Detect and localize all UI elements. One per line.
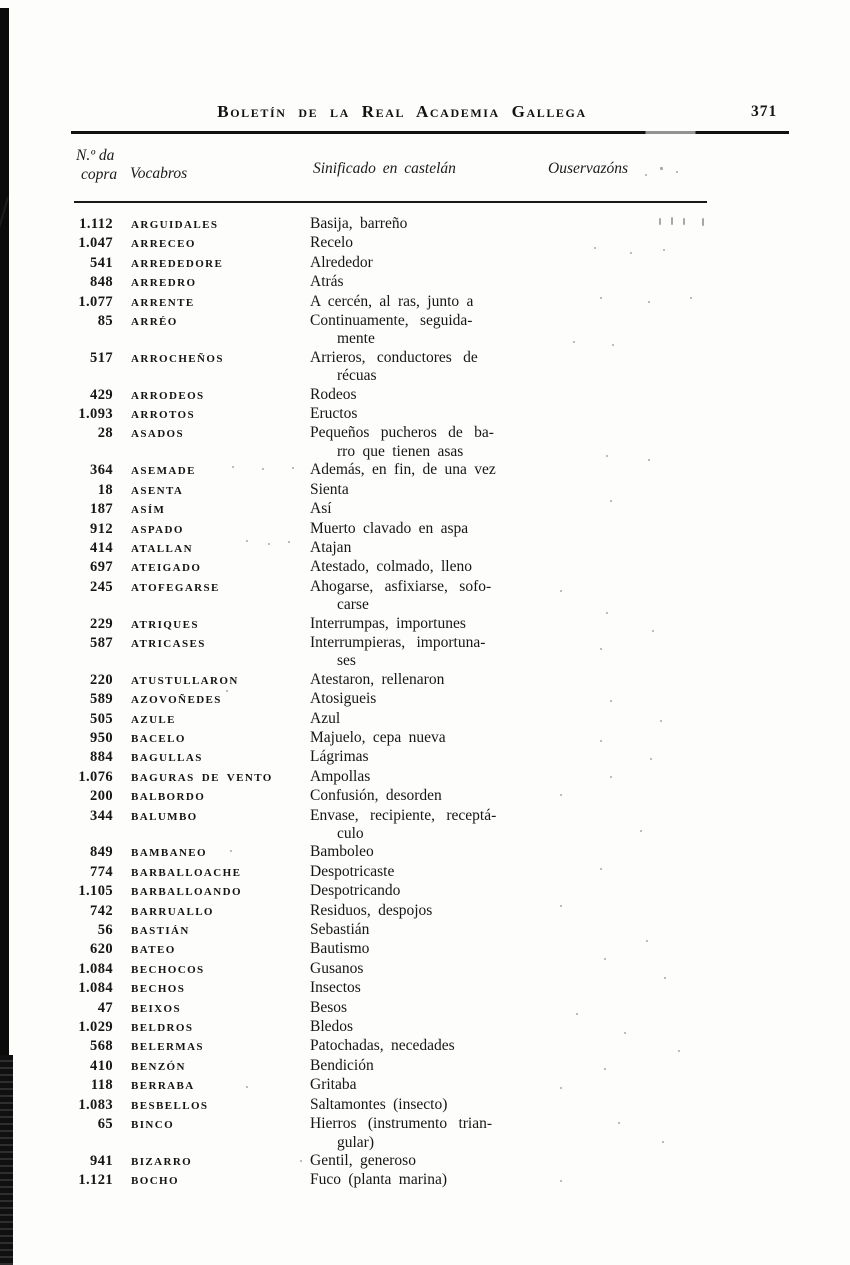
copra-number: 541 (90, 254, 113, 271)
vocab-word: ARROCHEÑOS (131, 352, 224, 365)
meaning-line: Bautismo (310, 940, 370, 958)
table-row (60, 671, 800, 690)
vocab-word: ARRODEOS (131, 389, 205, 402)
table-row (60, 1057, 800, 1076)
copra-number: 774 (90, 863, 113, 880)
meaning-text (310, 1057, 560, 1075)
copra-number: 1.112 (79, 216, 113, 232)
table-row (60, 787, 800, 806)
vocab-word: BECHOS (131, 983, 186, 996)
table-row (60, 520, 800, 539)
vocab-word: BARBALLOACHE (131, 866, 242, 879)
meaning-line: mente (337, 330, 375, 348)
scan-noise-dot (560, 905, 562, 907)
vocab-word: BATEO (131, 944, 176, 957)
meaning-line: Atestado, colmado, lleno (310, 558, 472, 576)
scan-noise-dot (660, 167, 663, 170)
meaning-line: gular) (337, 1133, 375, 1151)
table-row (60, 863, 800, 882)
vocab-word: ASPADO (131, 523, 184, 536)
table-row (60, 481, 800, 500)
copra-number: 950 (90, 729, 113, 746)
meaning-text (310, 293, 560, 311)
copra-number: 1.084 (78, 980, 113, 997)
meaning-text (310, 921, 560, 939)
scan-noise-dot (232, 466, 234, 468)
copra-number: 18 (97, 481, 113, 498)
meaning-line: ses (337, 652, 356, 670)
table-row (60, 1018, 800, 1037)
meaning-text (310, 615, 560, 633)
meaning-line: Arrieros, conductores de (310, 348, 478, 366)
copra-number: 742 (90, 902, 113, 919)
meaning-line: Gentil, generoso (310, 1151, 416, 1169)
meaning-line: Alrededor (310, 253, 373, 271)
meaning-text (310, 882, 560, 900)
meaning-line: Gritaba (310, 1076, 357, 1094)
vocab-word: BARRUALLO (131, 905, 214, 918)
scan-noise-dot (650, 758, 652, 760)
scan-noise-dot (300, 1160, 302, 1162)
vocab-word: ARREDEDORE (131, 257, 224, 270)
copra-number: 587 (90, 634, 113, 651)
table-row (60, 690, 800, 709)
copra-number: 229 (90, 615, 113, 632)
meaning-line: carse (337, 596, 369, 614)
meaning-line: Ahogarse, asfixiarse, sofo- (310, 577, 492, 595)
copra-number: 1.105 (78, 883, 113, 900)
meaning-line: Bamboleo (310, 843, 374, 861)
table-row (60, 424, 800, 461)
table-row (60, 1037, 800, 1056)
table-row (60, 710, 800, 729)
vocab-word: BEIXOS (131, 1002, 181, 1015)
meaning-line: Azul (310, 709, 341, 727)
table-row (60, 578, 800, 615)
meaning-line: Gusanos (310, 959, 364, 977)
meaning-text (310, 710, 560, 728)
column-header-sinificado: Sinificado en castelán (313, 160, 456, 177)
table-row (60, 500, 800, 519)
scan-noise-dot (660, 720, 662, 722)
meaning-text (310, 787, 560, 805)
vocab-word: AZULE (131, 713, 176, 726)
copra-number: 517 (90, 349, 113, 366)
meaning-line: Pequeños pucheros de ba- (310, 424, 494, 442)
scan-noise-dot (610, 700, 612, 702)
scan-noise-dot (630, 252, 632, 254)
meaning-line: Lágrimas (310, 748, 369, 766)
copra-number: 620 (90, 941, 113, 958)
meaning-text (310, 843, 560, 861)
vocab-word: ASEMADE (131, 465, 196, 478)
vocab-word: BACELO (131, 732, 186, 745)
vocab-word: BAGULLAS (131, 752, 203, 765)
table-row (60, 215, 800, 234)
scan-noise-dot (652, 630, 654, 632)
vocab-word: ATEIGADO (131, 562, 202, 575)
meaning-text (310, 424, 560, 461)
meaning-text (310, 461, 560, 479)
vocab-word: ARROTOS (131, 409, 195, 422)
meaning-text (310, 386, 560, 404)
scan-noise-dot (610, 776, 612, 778)
meaning-line: Interrumpas, importunes (310, 614, 466, 632)
meaning-text (310, 405, 560, 423)
vocab-word: ASÍM (131, 504, 166, 517)
vocab-word: ARREDRO (131, 277, 197, 290)
table-row (60, 960, 800, 979)
column-header-copra-line1: N.º da (76, 147, 115, 164)
vocab-word: BELERMAS (131, 1041, 204, 1054)
meaning-line: Envase, recipiente, receptá- (310, 806, 497, 824)
copra-number: 1.047 (78, 235, 113, 252)
table-row (60, 921, 800, 940)
table-row (60, 1115, 800, 1152)
column-header-rule (74, 201, 707, 203)
copra-number: 220 (90, 671, 113, 688)
running-header (72, 102, 732, 122)
scan-noise-dot (606, 612, 608, 614)
scan-noise-dot (246, 1086, 248, 1088)
copra-number: 568 (90, 1038, 113, 1055)
meaning-text (310, 1076, 560, 1094)
meaning-text (310, 729, 560, 747)
copra-number: 118 (90, 1077, 113, 1094)
copra-number: 1.083 (78, 1096, 113, 1113)
scan-noise-dot (230, 850, 232, 852)
meaning-text (310, 349, 560, 386)
copra-number: 410 (90, 1057, 113, 1074)
meaning-line: Atajan (310, 538, 352, 556)
scan-noise-dot (676, 171, 678, 173)
scan-noise-dot (664, 977, 666, 979)
scan-noise-dot (648, 301, 650, 303)
meaning-line: Así (310, 500, 332, 518)
meaning-text (310, 215, 560, 233)
scan-noise-dot (683, 218, 685, 225)
scan-noise-dot (560, 590, 562, 592)
scan-noise-dot (576, 1013, 578, 1015)
column-header-copra-line2: copra (81, 166, 118, 183)
scan-noise-dot (560, 1180, 562, 1182)
vocab-word: BOCHO (131, 1175, 179, 1188)
meaning-text (310, 539, 560, 557)
copra-number: 187 (90, 501, 113, 518)
scan-noise-dot (594, 247, 596, 249)
meaning-text (310, 558, 560, 576)
meaning-text (310, 1171, 560, 1189)
meaning-line: Besos (310, 998, 348, 1016)
table-row (60, 539, 800, 558)
vocab-word: AZOVOÑEDES (131, 694, 222, 707)
meaning-text (310, 234, 560, 252)
meaning-text (310, 979, 560, 997)
copra-number: 200 (90, 788, 113, 805)
scan-noise-dot (640, 830, 642, 832)
table-row (60, 1152, 800, 1171)
scan-noise-dot (288, 541, 290, 543)
scan-noise-dot (246, 540, 248, 542)
scan-noise-dot (662, 1141, 664, 1143)
meaning-text (310, 960, 560, 978)
scan-noise-dot (671, 217, 673, 225)
vocab-word: ARRÉO (131, 316, 178, 329)
meaning-text (310, 1037, 560, 1055)
vocab-word: BASTIÁN (131, 925, 190, 938)
meaning-line: Hierros (instrumento trian- (310, 1115, 493, 1133)
table-row (60, 843, 800, 862)
meaning-text (310, 520, 560, 538)
copra-number: 884 (90, 749, 113, 766)
table-row (60, 1096, 800, 1115)
copra-number: 56 (97, 922, 113, 939)
copra-number: 1.077 (78, 293, 113, 310)
meaning-text (310, 748, 560, 766)
scan-noise-dot (648, 459, 650, 461)
scan-noise-dot (678, 1050, 680, 1052)
scan-noise-dot (612, 344, 614, 346)
vocab-word: ARRENTE (131, 296, 195, 309)
table-row (60, 807, 800, 844)
copra-number: 697 (90, 559, 113, 576)
meaning-text (310, 671, 560, 689)
scan-noise-dot (618, 1122, 620, 1124)
copra-number: 589 (90, 691, 113, 708)
scan-noise-dot (600, 648, 602, 650)
scan-noise-dot (600, 740, 602, 742)
meaning-line: Atrás (310, 273, 344, 291)
vocab-word: ATRICASES (131, 637, 206, 650)
copra-number: 414 (90, 539, 113, 556)
scan-noise-dot (600, 868, 602, 870)
scan-noise-dot (604, 958, 606, 960)
meaning-line: Majuelo, cepa nueva (310, 728, 446, 746)
vocab-word: ARRECEO (131, 238, 196, 251)
meaning-text (310, 690, 560, 708)
meaning-line: Rodeos (310, 385, 357, 403)
meaning-line: Además, en fin, de una vez (310, 461, 496, 479)
meaning-line: Bendición (310, 1056, 374, 1074)
vocab-word: BECHOCOS (131, 963, 205, 976)
meaning-line: A cercén, al ras, junto a (310, 292, 474, 310)
meaning-text (310, 902, 560, 920)
meaning-line: Ampollas (310, 767, 371, 785)
vocabulary-table (60, 215, 800, 1191)
meaning-text (310, 863, 560, 881)
copra-number: 344 (90, 807, 113, 824)
meaning-line: Interrumpieras, importuna- (310, 633, 486, 651)
meaning-text (310, 500, 560, 518)
copra-number: 505 (90, 710, 113, 727)
vocab-word: BALUMBO (131, 810, 198, 823)
table-row (60, 1171, 800, 1190)
meaning-line: Despotricando (310, 882, 401, 900)
vocab-word: BINCO (131, 1119, 175, 1132)
meaning-text (310, 273, 560, 291)
meaning-text (310, 807, 560, 844)
copra-number: 429 (90, 386, 113, 403)
scan-noise-dot (226, 690, 228, 692)
table-row (60, 729, 800, 748)
column-header-copra-number (76, 146, 117, 184)
table-row (60, 748, 800, 767)
meaning-line: Muerto clavado en aspa (310, 519, 469, 537)
column-header-ouservazons: Ouservazóns (548, 160, 629, 177)
scan-noise-dot (624, 1032, 626, 1034)
table-row (60, 902, 800, 921)
vocab-word: BESBELLOS (131, 1099, 209, 1112)
meaning-line: Patochadas, necedades (310, 1037, 455, 1055)
copra-number: 1.029 (78, 1019, 113, 1036)
table-row (60, 999, 800, 1018)
meaning-line: Recelo (310, 234, 354, 252)
meaning-text (310, 768, 560, 786)
vocab-word: BALBORDO (131, 791, 206, 804)
vocab-word: BERRABA (131, 1080, 195, 1093)
journal-title: Boletín de la Real Academia Gallega (217, 102, 587, 121)
scan-noise-dot (604, 1068, 606, 1070)
copra-number: 245 (90, 578, 113, 595)
meaning-line: Sebastián (310, 921, 370, 939)
scan-noise-dot (268, 543, 270, 545)
scan-noise-dot (560, 794, 562, 796)
scan-noise-dot (262, 468, 264, 470)
scan-noise-dot (292, 467, 294, 469)
copra-number: 1.121 (78, 1172, 113, 1189)
table-row (60, 349, 800, 386)
meaning-line: Despotricaste (310, 862, 395, 880)
table-row (60, 386, 800, 405)
header-rule (71, 131, 789, 134)
scan-noise-dot (645, 174, 647, 176)
table-row (60, 273, 800, 292)
meaning-text (310, 940, 560, 958)
table-row (60, 634, 800, 671)
scan-noise-dot (663, 249, 665, 251)
meaning-text (310, 578, 560, 615)
vocab-word: BELDROS (131, 1022, 194, 1035)
meaning-text (310, 1115, 560, 1152)
column-header-vocabros: Vocabros (130, 165, 188, 182)
meaning-text (310, 999, 560, 1017)
copra-number: 1.093 (78, 406, 113, 423)
meaning-line: Insectos (310, 979, 361, 997)
vocab-word: BENZÓN (131, 1060, 186, 1073)
scan-noise-dot (690, 297, 692, 299)
table-row (60, 312, 800, 349)
meaning-line: Bledos (310, 1018, 354, 1036)
vocab-word: ATALLAN (131, 542, 193, 555)
scan-noise-dot (702, 218, 704, 226)
copra-number: 941 (90, 1152, 113, 1169)
scan-noise-dot (573, 341, 575, 343)
meaning-line: Basija, barreño (310, 215, 408, 232)
meaning-text (310, 481, 560, 499)
vocab-word: ATRIQUES (131, 618, 199, 631)
copra-number: 65 (97, 1116, 113, 1133)
meaning-text (310, 1018, 560, 1036)
table-row (60, 234, 800, 253)
vocab-word: ARGUIDALES (131, 219, 219, 231)
meaning-text (310, 254, 560, 272)
table-row (60, 558, 800, 577)
vocab-word: ASENTA (131, 484, 184, 497)
scan-noise-dot (600, 297, 602, 299)
copra-number: 28 (97, 425, 113, 442)
meaning-line: Continuamente, seguida- (310, 312, 473, 330)
meaning-line: rro que tienen asas (337, 442, 464, 460)
table-row (60, 461, 800, 480)
page-number: 371 (751, 103, 778, 120)
copra-number: 1.084 (78, 960, 113, 977)
vocab-word: ATUSTULLARON (131, 674, 239, 687)
scan-noise-dot (610, 500, 612, 502)
scan-noise-dot (659, 218, 661, 225)
meaning-line: Eructos (310, 405, 358, 423)
table-row (60, 768, 800, 787)
table-row (60, 293, 800, 312)
copra-number: 849 (90, 844, 113, 861)
table-row (60, 1076, 800, 1095)
meaning-line: Atosigueis (310, 690, 377, 708)
vocab-word: BARBALLOANDO (131, 886, 242, 899)
scan-edge-artifact-lower (0, 1055, 13, 1265)
meaning-line: Fuco (planta marina) (310, 1171, 447, 1189)
vocab-word: BAGURAS DE VENTO (131, 771, 273, 784)
meaning-line: Atestaron, rellenaron (310, 670, 445, 688)
meaning-line: récuas (337, 367, 377, 385)
copra-number: 848 (90, 274, 113, 291)
scan-noise-dot (646, 940, 648, 942)
meaning-text (310, 1152, 560, 1170)
meaning-line: Saltamontes (insecto) (310, 1095, 448, 1113)
meaning-line: Residuos, despojos (310, 901, 433, 919)
scan-noise-dot (560, 1087, 562, 1089)
meaning-line: Confusión, desorden (310, 787, 442, 805)
copra-number: 364 (90, 462, 113, 479)
meaning-line: culo (337, 825, 364, 842)
meaning-text (310, 1096, 560, 1114)
copra-number: 1.076 (78, 768, 113, 785)
vocab-word: ATOFEGARSE (131, 581, 220, 594)
table-row (60, 254, 800, 273)
vocab-word: ASADOS (131, 428, 185, 441)
copra-number: 85 (97, 313, 113, 330)
copra-number: 47 (97, 999, 113, 1016)
meaning-text (310, 634, 560, 671)
vocab-word: BIZARRO (131, 1155, 193, 1168)
copra-number: 912 (90, 520, 113, 537)
table-row (60, 405, 800, 424)
table-row (60, 615, 800, 634)
table-row (60, 940, 800, 959)
table-row (60, 882, 800, 901)
meaning-line: Sienta (310, 480, 349, 498)
vocab-word: BAMBANEO (131, 847, 207, 860)
table-row (60, 979, 800, 998)
scan-noise-dot (606, 455, 608, 457)
meaning-text (310, 312, 560, 349)
